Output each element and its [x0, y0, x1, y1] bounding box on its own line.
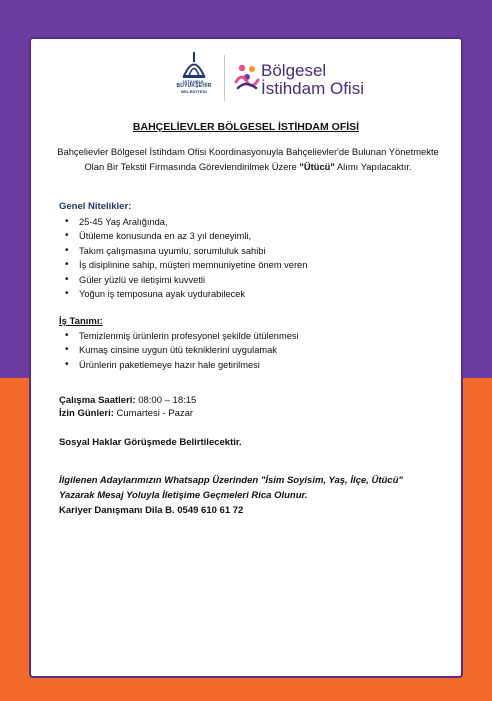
- page-title: BAHÇELİEVLER BÖLGESEL İSTİHDAM OFİSİ: [132, 121, 360, 133]
- bio-line-2: İstihdam Ofisi: [261, 79, 364, 98]
- working-hours-value: 08:00 – 18:15: [135, 395, 197, 406]
- list-item: • Ütüleme konusunda en az 3 yıl deneyimli,: [65, 229, 307, 243]
- list-item: • Temizlenmiş ürünlerin profesyonel şekilde ütülenmesi: [65, 329, 299, 343]
- bio-line-1: Bölgesel: [261, 61, 327, 80]
- days-off-value: Cumartesi - Pazar: [113, 408, 194, 419]
- logo-divider: [224, 55, 225, 101]
- contact-line-1: İlgilenen Adaylarımızın Whatsapp Üzerinden "İsim Soyisim, Yaş, İlçe, Ütücü": [59, 475, 403, 486]
- ibb-line-3: BELEDİYESİ: [181, 89, 207, 94]
- ibb-line-1: İSTANBUL: [183, 79, 205, 84]
- logo-header: [31, 49, 461, 109]
- intro-paragraph: [55, 145, 441, 174]
- job-description-list: [65, 329, 299, 372]
- days-off: [59, 408, 193, 419]
- list-item: • Kumaş cinsine uygun ütü tekniklerini uygulamak: [65, 343, 299, 357]
- qualifications-heading: Genel Nitelikler:: [59, 201, 132, 212]
- bio-logo: [234, 56, 379, 102]
- list-item: • Yoğun iş temposuna ayak uydurabilecek: [65, 287, 307, 301]
- intro-position: "Ütücü": [299, 160, 335, 172]
- intro-text-start: Bahçelievler Bölgesel İstihdam Ofisi Koordinasyonuyla Bahçelievler'de Bulunan Yönetmekte Olan Bir Tekstil Firmasında Görevlendirilmek Üzere: [57, 146, 439, 172]
- days-off-label: İzin Günleri:: [59, 408, 114, 419]
- working-hours-label: Çalışma Saatleri:: [59, 395, 136, 406]
- job-description-heading: İş Tanımı:: [59, 316, 103, 327]
- ibb-emblem-icon: [180, 49, 208, 79]
- list-item: • Takım çalışmasına uyumlu, sorumluluk sahibi: [65, 244, 307, 258]
- career-advisor-contact: Kariyer Danışmanı Dila B. 0549 610 61 72: [59, 505, 244, 516]
- list-item: • İş disiplinine sahip, müşteri memnuniyetine önem veren: [65, 258, 307, 272]
- qualifications-list: [65, 215, 307, 301]
- contact-line-2: Yazarak Mesaj Yoluyla İletişime Geçmeleri Rica Olunur.: [59, 490, 308, 501]
- bio-people-icon: [234, 62, 260, 92]
- social-benefits: Sosyal Haklar Görüşmede Belirtilecektir.: [59, 437, 242, 448]
- list-item: • Güler yüzlü ve iletişimi kuvvetli: [65, 273, 307, 287]
- list-item: • Ürünlerin paketlemeye hazır hale getirilmesi: [65, 358, 299, 372]
- list-item: • 25-45 Yaş Aralığında,: [65, 215, 307, 229]
- intro-text-end: Alımı Yapılacaktır.: [334, 160, 412, 172]
- ibb-text: [171, 79, 217, 94]
- working-hours: [59, 395, 196, 406]
- ibb-logo: [171, 49, 217, 109]
- job-posting-card: [29, 37, 463, 678]
- ibb-line-2: BÜYÜKŞEHİR: [176, 83, 212, 89]
